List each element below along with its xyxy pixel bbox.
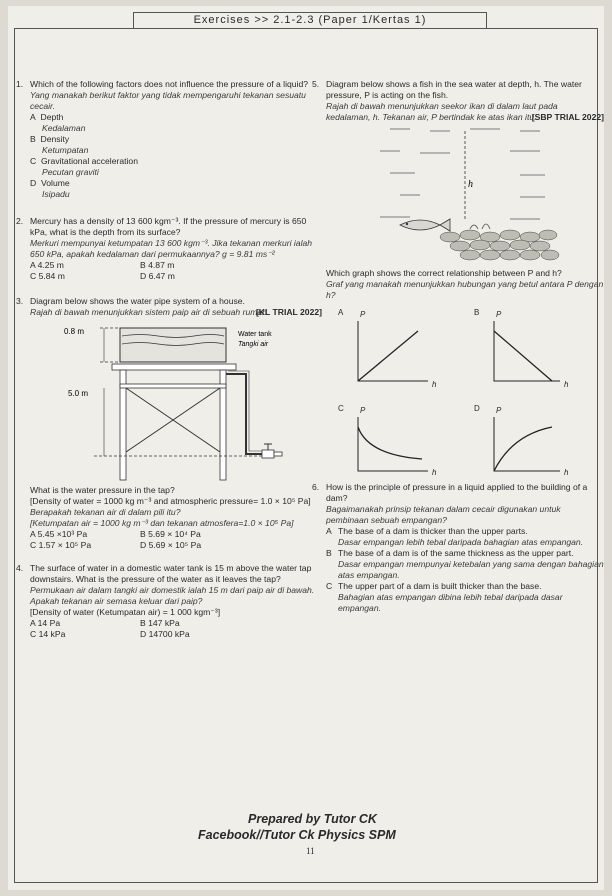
question-text-ms: Permukaan air dalam tangki air domestik ialah 15 m dari paip air di bawah. Apakah tekanan air semasa keluar dari paip? [30,585,315,606]
option-a: A The base of a dam is thicker than the upper parts. [326,526,528,536]
question-4-data: [Density of water (Ketumpatan air) = 1 000 kgm⁻³] [30,607,221,617]
question-text-ms: Yang manakah berikut faktor yang tidak mempengaruhi tekanan sesuatu cecair. [30,90,306,111]
question-text-ms: Merkuri mempunyai ketumpatan 13 600 kgm⁻³. Jika tekanan merkuri ialah 650 kPa, apakah kedalaman dari permukaannya? g = 9.81 ms⁻² [30,238,313,259]
question-4 [16,563,322,640]
depth-label-h: h [468,179,473,190]
option-b: B 147 kPa [140,618,180,628]
question-number: 3. [16,296,24,306]
option-c: C The upper part of a dam is built thicker than the base. [326,581,542,591]
graph-b-xlabel: h [564,380,569,389]
question-number: 2. [16,216,24,226]
tap-icon [262,444,282,458]
option-a: A Depth [30,112,64,122]
graph-d-ylabel: P [496,406,502,415]
question-text-ms: Rajah di bawah menunjukkan seekor ikan di dalam laut pada kedalaman, h. Tekanan air, P bertindak ke atas ikan itu. [326,101,558,122]
option-b-ms: Dasar empangan mempunyai ketebalan yang sama dengan bahagian atas empangan. [338,559,604,580]
option-a: A 4.25 m [30,260,64,270]
label-5-0m: 5.0 m [68,389,89,398]
worksheet-page [8,6,604,890]
question-3-prompt-en: What is the water pressure in the tap? [30,485,175,495]
question-6 [312,482,604,614]
question-text-ms: Bagaimanakah prinsip tekanan dalam cecair digunakan untuk pembinaan sebuah empangan? [326,504,561,525]
graph-c-axes [358,417,428,471]
graph-d-xlabel: h [564,468,569,477]
option-b-ms: Ketumpatan [42,145,89,155]
graph-c-xlabel: h [432,468,437,477]
seabed-rocks [440,230,559,260]
option-c: C 5.84 m [30,271,65,281]
graph-c-ylabel: P [360,406,366,415]
graph-options [326,303,596,483]
graph-b-letter: B [474,308,480,317]
option-d-ms: Isipadu [42,189,70,199]
question-number: 4. [16,563,24,573]
graph-b-ylabel: P [496,310,502,319]
fish-icon [400,219,450,231]
question-3-prompt-ms: Berapakah tekanan air di dalam pili itu? [30,507,181,517]
source-tag: [KL TRIAL 2022] [255,307,322,317]
question-3 [16,296,322,551]
option-b: B The base of a dam is of the same thickness as the upper part. [326,548,574,558]
option-c-ms: Pecutan graviti [42,167,99,177]
source-tag: [SBP TRIAL 2022] [531,112,604,122]
question-5-prompt-ms: Graf yang manakah menunjukkan hubungan yang betul antara P dengan h? [326,279,604,300]
graph-d-letter: D [474,404,480,413]
question-text-en: Mercury has a density of 13 600 kgm⁻³. If the pressure of mercury is 650 kPa, what is the depth from its surface? [30,216,307,237]
facebook-credit: Facebook//Tutor Ck Physics SPM [198,828,396,842]
graph-c-letter: C [338,404,344,413]
water-tank-diagram [50,322,300,482]
option-d: D Volume [30,178,70,188]
label-tangki-air: Tangki air [238,341,269,348]
question-5 [312,79,604,486]
option-d: D 5.69 × 10⁵ Pa [140,540,202,550]
question-2 [16,216,322,282]
question-3-data-en: [Density of water = 1000 kg m⁻³ and atmospheric pressure= 1.0 × 10⁵ Pa] [30,496,311,506]
question-number: 5. [312,79,320,89]
option-a: A 5.45 ×10³ Pa [30,529,88,539]
option-d: D 14700 kPa [140,629,190,639]
fish-sea-diagram [370,125,570,265]
prepared-by: Prepared by Tutor CK [248,812,377,826]
option-c: C 1.57 × 10⁵ Pa [30,540,92,550]
question-1 [16,79,322,200]
question-text-ms: Rajah di bawah menunjukkan sistem paip air di sebuah rumah. [30,307,270,317]
graph-d-axes [494,417,560,471]
question-5-prompt-en: Which graph shows the correct relationship between P and h? [326,268,562,278]
page-number: 11 [306,846,315,856]
option-a-ms: Dasar empangan lebih tebal daripada bahagian atas empangan. [338,537,584,547]
question-text-en: Diagram below shows the water pipe system of a house. [30,296,245,306]
label-water-tank: Water tank [238,331,272,338]
option-c: C 14 kPa [30,629,66,639]
option-b: B Density [30,134,70,144]
graph-a-letter: A [338,308,344,317]
right-column [312,79,604,614]
page-title: Exercises >> 2.1-2.3 (Paper 1/Kertas 1) [133,12,487,29]
option-c: C Gravitational acceleration [30,156,138,166]
label-0-8m: 0.8 m [64,327,85,336]
option-c-ms: Bahagian atas empangan dibina lebih tebal daripada dasar empangan. [338,592,563,613]
question-number: 6. [312,482,320,492]
graph-d-curve [494,427,552,471]
question-text-en: How is the principle of pressure in a liquid applied to the building of a dam? [326,482,588,503]
question-text-en: Which of the following factors does not influence the pressure of a liquid? [30,79,309,89]
tank-body [120,328,226,362]
question-text-en: The surface of water in a domestic water tank is 15 m above the water tap downstairs. What is the pressure of the water as it leaves the tap? [30,563,312,584]
question-number: 1. [16,79,24,89]
graph-a-line [358,331,418,381]
graph-a-xlabel: h [432,380,437,389]
graph-b-line [494,331,552,381]
option-d: D 6.47 m [140,271,175,281]
question-3-data-ms: [Ketumpatan air = 1000 kg m⁻³ dan tekanan atmosfera=1.0 × 10⁵ Pa] [30,518,294,528]
option-a-ms: Kedalaman [42,123,86,133]
graph-b-axes [494,321,560,381]
option-b: B 4.87 m [140,260,175,270]
option-a: A 14 Pa [30,618,61,628]
option-b: B 5.69 × 10⁴ Pa [140,529,201,539]
question-text-en: Diagram below shows a fish in the sea water at depth, h. The water pressure, P is acting on the fish. [326,79,582,100]
left-column [16,79,322,640]
graph-c-curve [358,427,422,459]
graph-a-ylabel: P [360,310,366,319]
